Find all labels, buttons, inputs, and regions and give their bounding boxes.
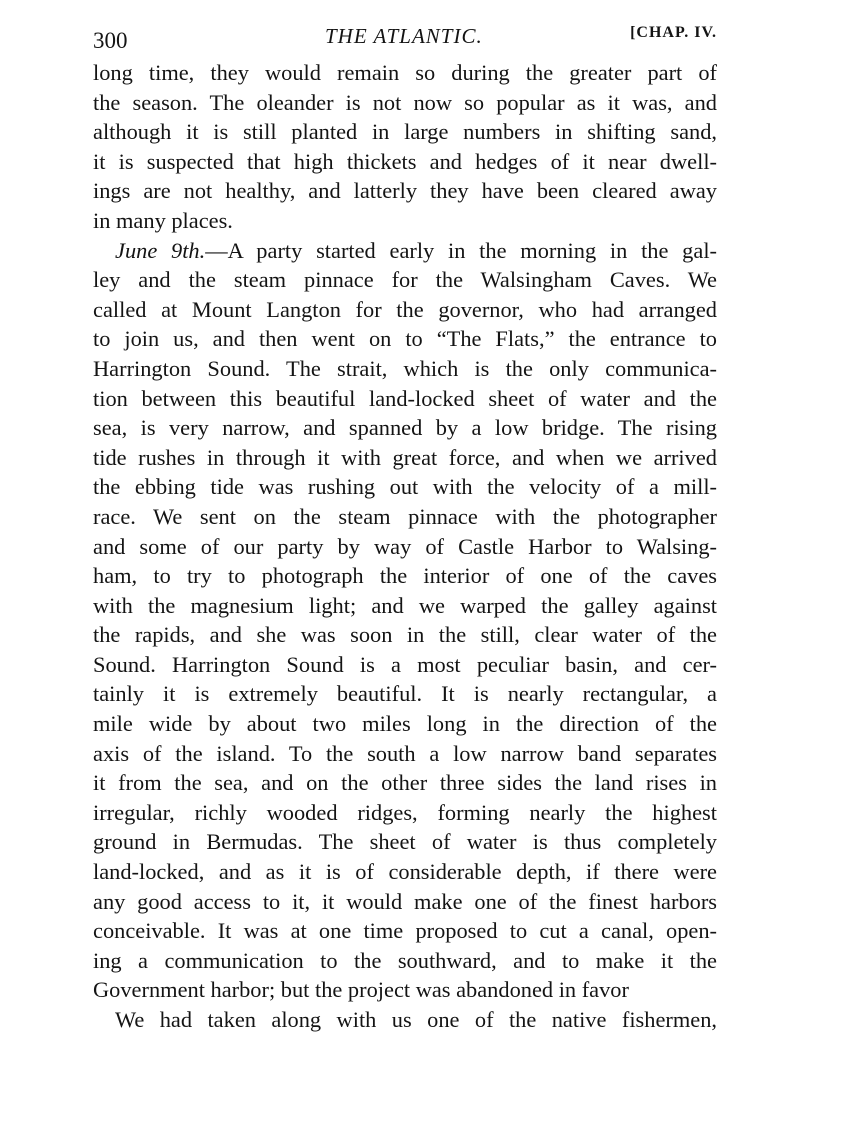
text-line: sea, is very narrow, and spanned by a low bridge. The rising [93, 415, 717, 441]
text-line: ground in Bermudas. The sheet of water is thus completely [93, 829, 717, 855]
body-text [93, 58, 717, 1035]
text-line: it from the sea, and on the other three sides the land rises in [93, 770, 717, 796]
text-line: land-locked, and as it is of considerable depth, if there were [93, 859, 717, 885]
text-line: ley and the steam pinnace for the Walsingham Caves. We [93, 267, 717, 293]
running-title: THE ATLANTIC. [325, 24, 483, 48]
text-line: ing a communication to the southward, and to make it the [93, 947, 717, 973]
text-line: ham, to try to photograph the interior of one of the caves [93, 563, 717, 589]
text-line: to join us, and then went on to “The Flats,” the entrance to [93, 326, 717, 352]
text-line: any good access to it, it would make one of the finest harbors [93, 888, 717, 914]
text-line: the season. The oleander is not now so popular as it was, and [93, 89, 717, 115]
text-line: irregular, richly wooded ridges, forming nearly the highest [93, 799, 717, 825]
text-line: tide rushes in through it with great force, and when we arrived [93, 444, 717, 470]
text-line: conceivable. It was at one time proposed to cut a canal, open- [93, 918, 717, 944]
book-page [93, 18, 717, 1035]
text-line: Government harbor; but the project was abandoned in favor [93, 977, 629, 1003]
text-line: the rapids, and she was soon in the still, clear water of the [93, 622, 717, 648]
text-line: axis of the island. To the south a low narrow band separates [93, 740, 717, 766]
page-number: 300 [93, 28, 128, 53]
text-line: Harrington Sound. The strait, which is the only communica- [93, 355, 717, 381]
text-line: although it is still planted in large numbers in shifting sand, [93, 119, 717, 145]
paragraph-first-line-text: —A party started early in the morning in the gal- [205, 237, 717, 263]
text-line: mile wide by about two miles long in the direction of the [93, 711, 717, 737]
running-head [93, 18, 717, 58]
text-line: and some of our party by way of Castle Harbor to Walsing- [93, 533, 717, 559]
text-line: Sound. Harrington Sound is a most peculiar basin, and cer- [93, 651, 717, 677]
text-line: tainly it is extremely beautiful. It is nearly rectangular, a [93, 681, 717, 707]
paragraph-first-line [93, 236, 717, 266]
text-line: race. We sent on the steam pinnace with the photographer [93, 503, 717, 529]
text-line: long time, they would remain so during the greater part of [93, 60, 717, 85]
date-heading: June 9th. [115, 237, 206, 263]
text-line: the ebbing tide was rushing out with the velocity of a mill- [93, 474, 717, 500]
text-line: tion between this beautiful land-locked sheet of water and the [93, 385, 717, 411]
text-line: in many places. [93, 207, 233, 233]
text-line: We had taken along with us one of the native fishermen, [115, 1007, 717, 1032]
text-line: ings are not healthy, and latterly they have been cleared away [93, 178, 717, 204]
text-line: with the magnesium light; and we warped the galley against [93, 592, 717, 618]
chapter-label: [CHAP. IV. [630, 24, 717, 41]
text-line: called at Mount Langton for the governor, who had arranged [93, 296, 717, 322]
text-line: it is suspected that high thickets and hedges of it near dwell- [93, 148, 717, 174]
